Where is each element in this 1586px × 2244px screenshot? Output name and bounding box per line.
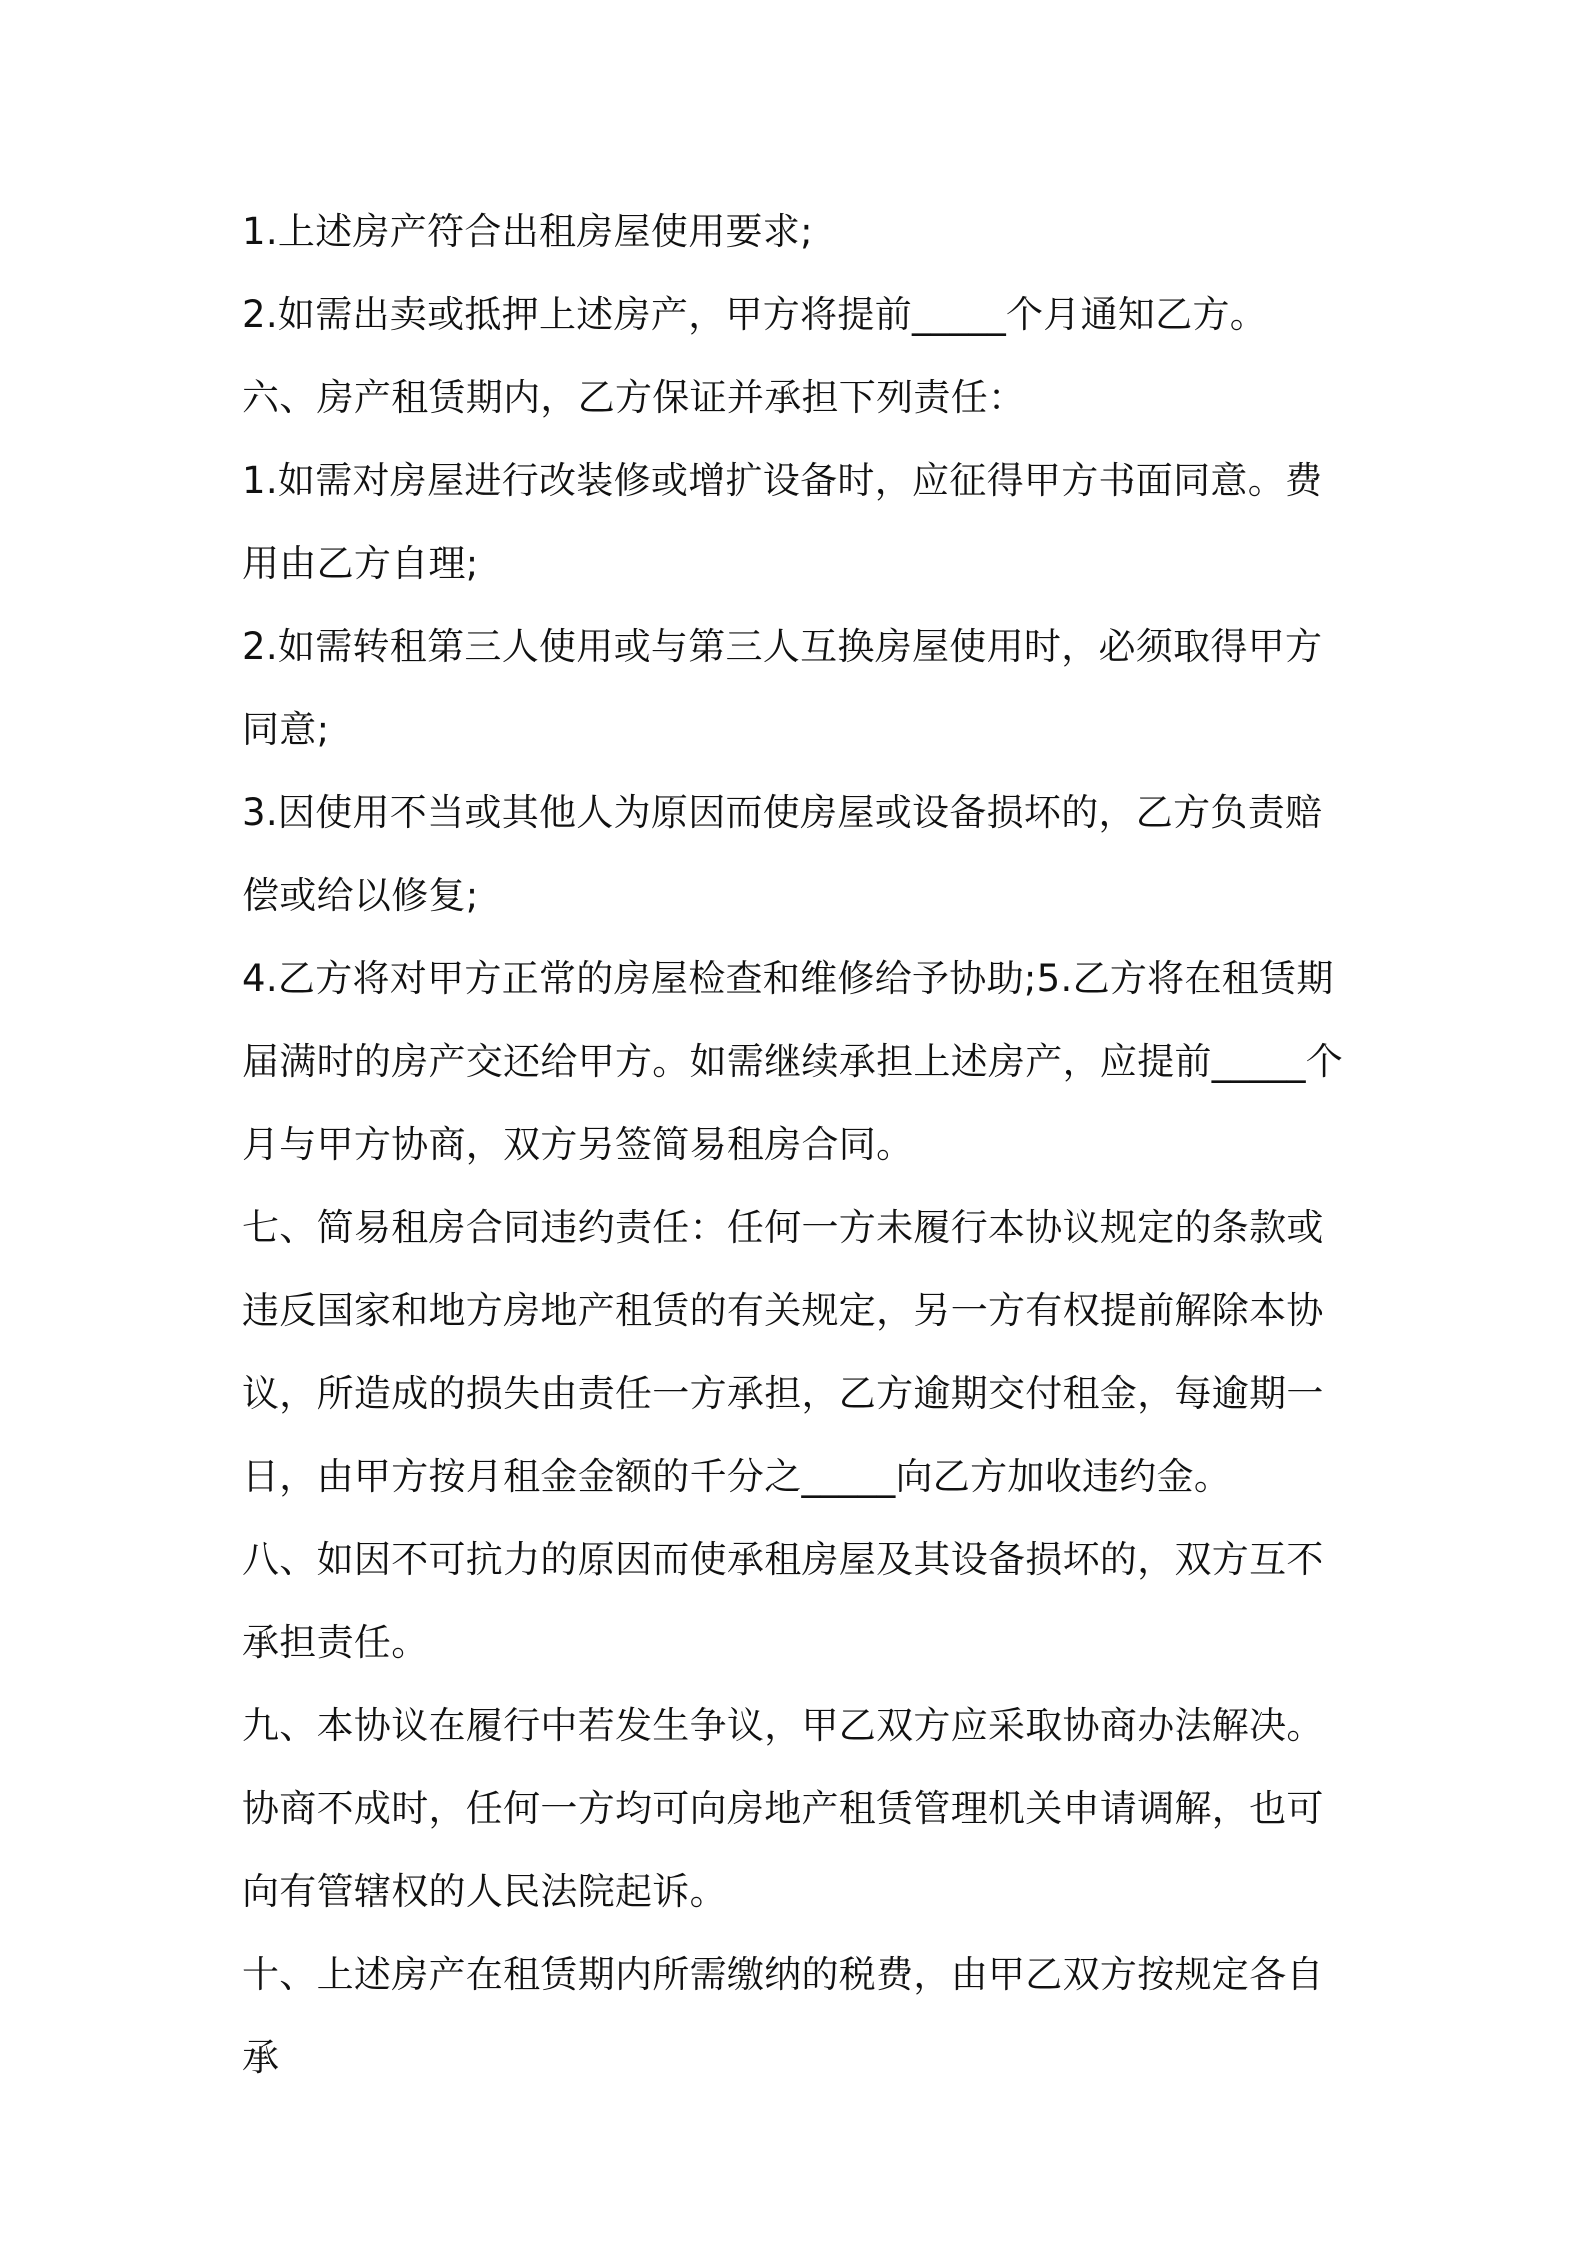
section-6-item-2: 2.如需转租第三人使用或与第三人互换房屋使用时，必须取得甲方同意; xyxy=(242,625,1323,751)
section-8: 八、如因不可抗力的原因而使承租房屋及其设备损坏的，双方互不承担责任。 xyxy=(242,1538,1324,1664)
section-7: 七、简易租房合同违约责任：任何一方未履行本协议规定的条款或违反国家和地方房地产租赁的有关规定，另一方有权提前解除本协议，所造成的损失由责任一方承担，乙方逾期交付租金，每逾期一日，由甲方按月租金金额的千分之_____向乙方加收违约金。 xyxy=(242,1206,1324,1498)
section-9: 九、本协议在履行中若发生争议，甲乙双方应采取协商办法解决。协商不成时，任何一方均可向房地产租赁管理机关申请调解，也可向有管辖权的人民法院起诉。 xyxy=(242,1704,1324,1913)
section-10: 十、上述房产在租赁期内所需缴纳的税费，由甲乙双方按规定各自承 xyxy=(242,1953,1324,2079)
section-6-item-1: 1.如需对房屋进行改装修或增扩设备时，应征得甲方书面同意。费用由乙方自理; xyxy=(242,459,1323,585)
paragraph-2: 2.如需出卖或抵押上述房产，甲方将提前_____个月通知乙方。 xyxy=(242,293,1268,336)
section-6-item-3: 3.因使用不当或其他人为原因而使房屋或设备损坏的，乙方负责赔偿或给以修复; xyxy=(242,791,1323,917)
section-6-heading: 六、房产租赁期内，乙方保证并承担下列责任： xyxy=(242,376,1026,419)
document-body xyxy=(242,190,1352,2099)
paragraph-1: 1.上述房产符合出租房屋使用要求; xyxy=(242,210,813,253)
section-6-item-4-5: 4.乙方将对甲方正常的房屋检查和维修给予协助;5.乙方将在租赁期届满时的房产交还给甲方。如需继续承担上述房产，应提前_____个月与甲方协商，双方另签简易租房合同。 xyxy=(242,957,1344,1166)
